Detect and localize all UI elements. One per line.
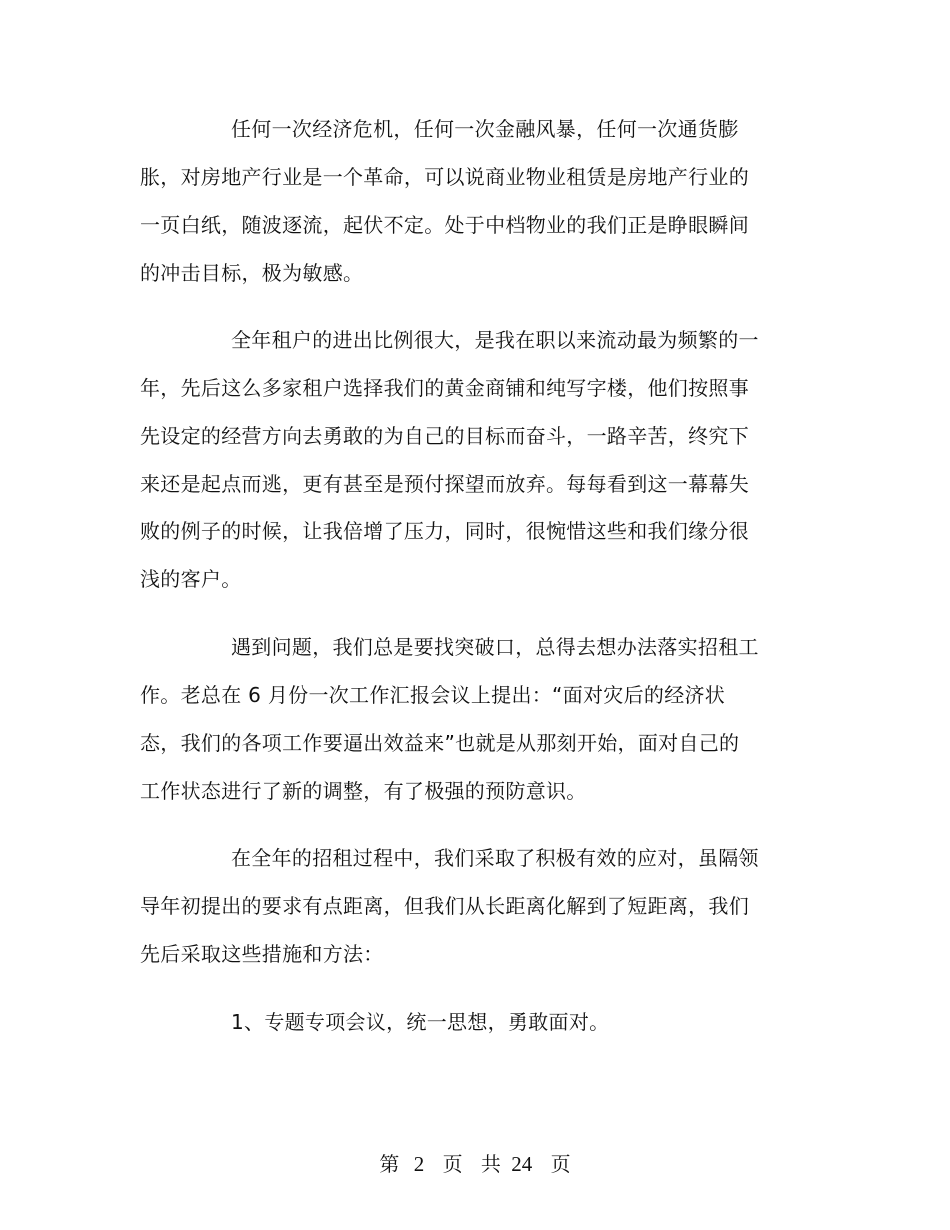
page-footer [0,1151,950,1177]
paragraph-4-line-3: 先后采取这些措施和方法： [140,942,384,966]
paragraph-2-line-2: 年，先后这么多家租户选择我们的黄金商铺和纯写字楼，他们按照事 [140,376,749,400]
total-page-count: 24 [511,1152,533,1176]
footer-total-word: 共 [480,1152,501,1176]
paragraph-4-line-1: 在全年的招租过程中，我们采取了积极有效的应对，虽隔领 [231,846,759,870]
footer-suffix: 页 [550,1152,571,1176]
current-page-number: 2 [413,1152,425,1176]
list-item-1: 1、专题专项会议，统一思想，勇敢面对。 [231,1010,610,1034]
paragraph-1-line-1: 任何一次经济危机，任何一次金融风暴，任何一次通货膨 [231,117,739,141]
footer-page-word: 页 [442,1152,463,1176]
paragraph-1-line-2: 胀，对房地产行业是一个革命，可以说商业物业租赁是房地产行业的 [140,165,749,189]
paragraph-2-line-3: 先设定的经营方向去勇敢的为自己的目标而奋斗，一路辛苦，终究下 [140,424,749,448]
paragraph-3-line-3: 态，我们的各项工作要逼出效益来”也就是从那刻开始，面对自己的 [140,731,740,755]
footer-prefix: 第 [379,1152,400,1176]
paragraph-1-line-4: 的冲击目标，极为敏感。 [140,261,364,285]
paragraph-3-line-1: 遇到问题，我们总是要找突破口，总得去想办法落实招租工 [231,635,759,659]
paragraph-3-line-4: 工作状态进行了新的调整，有了极强的预防意识。 [140,779,587,803]
paragraph-2-line-4: 来还是起点而逃，更有甚至是预付探望而放弃。每每看到这一幕幕失 [140,472,749,496]
paragraph-1-line-3: 一页白纸，随波逐流，起伏不定。处于中档物业的我们正是睁眼瞬间 [140,213,749,237]
paragraph-2-line-1: 全年租户的进出比例很大，是我在职以来流动最为频繁的一 [231,328,759,352]
paragraph-2-line-5: 败的例子的时候，让我倍增了压力，同时，很惋惜这些和我们缘分很 [140,519,749,543]
paragraph-3-line-2: 作。老总在 6 月份一次工作汇报会议上提出：“面对灾后的经济状 [140,683,726,707]
paragraph-2-line-6: 浅的客户。 [140,567,242,591]
paragraph-4-line-2: 导年初提出的要求有点距离，但我们从长距离化解到了短距离，我们 [140,894,749,918]
